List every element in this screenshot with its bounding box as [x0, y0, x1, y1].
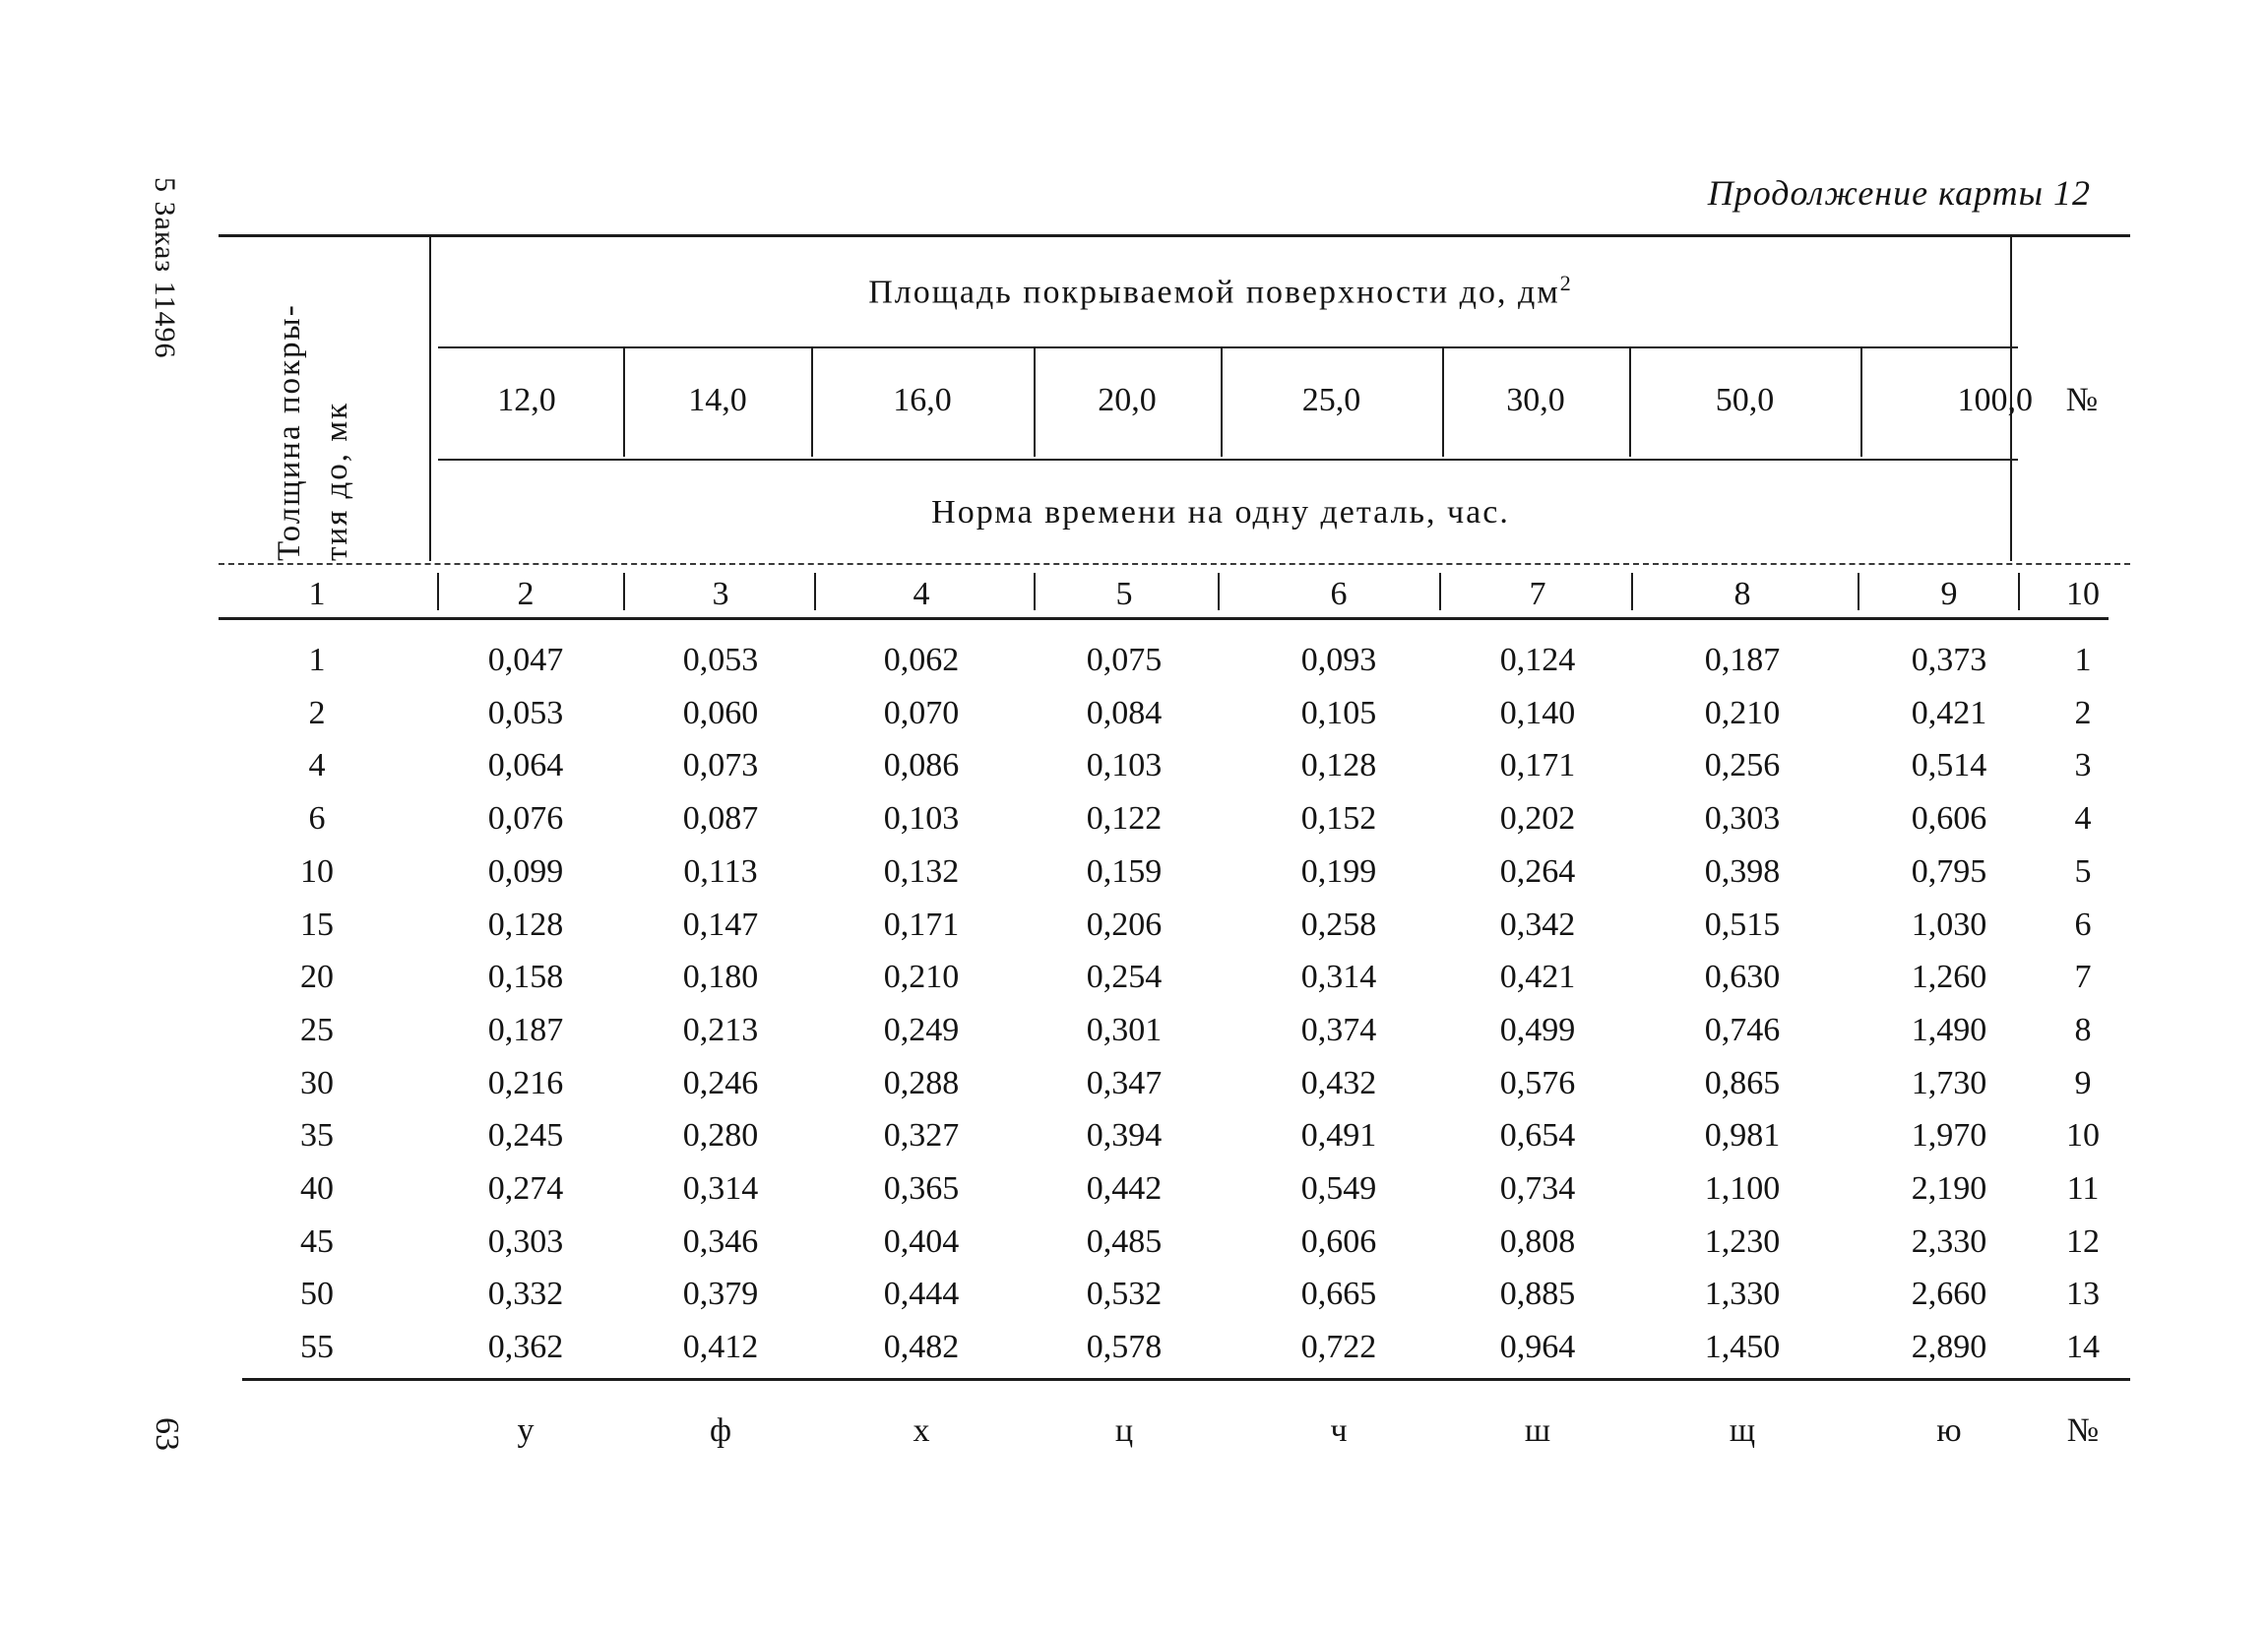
area-divider-1	[623, 346, 625, 457]
time-norm-cell: 0,062	[883, 642, 960, 678]
thickness-header	[266, 303, 360, 561]
time-norm-cell: 0,332	[487, 1276, 564, 1313]
header-bottom-rule	[219, 563, 2130, 565]
time-norm-cell: 0,808	[1499, 1222, 1576, 1260]
time-norm-cell: 0,171	[883, 906, 960, 943]
row-number-cell: 11	[2066, 1170, 2100, 1207]
colnum-divider-7	[1631, 573, 1633, 610]
row-number-cell: 9	[2074, 1064, 2092, 1101]
time-norm-cell: 0,086	[883, 747, 960, 784]
thickness-cell: 6	[308, 800, 326, 838]
time-norm-cell: 0,379	[682, 1276, 759, 1313]
area-underline	[438, 346, 2018, 348]
time-norm-cell: 0,076	[487, 800, 564, 838]
time-norm-cell: 0,075	[1086, 642, 1163, 678]
row-number-cell: 10	[2066, 1117, 2100, 1155]
time-norm-cell: 0,264	[1499, 852, 1576, 890]
time-norm-cell: 0,084	[1086, 694, 1163, 731]
area-divider-4	[1221, 346, 1223, 457]
time-norm-cell: 0,346	[682, 1222, 759, 1260]
time-norm-cell: 0,053	[682, 642, 759, 678]
thickness-cell: 10	[300, 852, 334, 890]
area-divider-6	[1629, 346, 1631, 457]
thickness-header-line1: Толщина покры-	[272, 303, 307, 561]
time-norm-cell: 0,249	[883, 1011, 960, 1048]
area-value: 14,0	[688, 382, 747, 418]
time-norm-cell: 0,103	[1086, 747, 1163, 784]
column-number: 7	[1529, 576, 1546, 612]
time-norm-cell: 0,606	[1300, 1222, 1377, 1260]
time-norm-cell: 0,216	[487, 1064, 564, 1101]
time-norm-cell: 1,230	[1704, 1222, 1781, 1260]
time-norm-cell: 0,374	[1300, 1011, 1377, 1048]
time-norm-cell: 0,347	[1086, 1064, 1163, 1101]
column-number: 1	[308, 576, 326, 612]
time-norm-cell: 0,087	[682, 800, 759, 838]
time-norm-cell: 0,499	[1499, 1011, 1576, 1048]
time-norm-cell: 0,187	[1704, 642, 1781, 678]
colnum-divider-6	[1439, 573, 1441, 610]
order-note: 5 Заказ 11496	[149, 177, 181, 359]
area-value: 20,0	[1098, 382, 1157, 418]
time-norm-cell: 0,722	[1300, 1329, 1377, 1366]
thickness-cell: 25	[300, 1011, 334, 1048]
row-number-cell: 14	[2066, 1329, 2100, 1366]
time-norm-cell: 0,964	[1499, 1329, 1576, 1366]
area-value: 16,0	[893, 382, 952, 418]
row-number-cell: 3	[2074, 747, 2092, 784]
time-norm-cell: 0,070	[883, 694, 960, 731]
colnum-divider-1	[437, 573, 439, 610]
time-norm-cell: 0,206	[1086, 906, 1163, 943]
time-norm-cell: 0,073	[682, 747, 759, 784]
footer-code: ш	[1524, 1412, 1551, 1449]
norm-header: Норма времени на одну деталь, час.	[931, 494, 1510, 531]
time-norm-cell: 0,288	[883, 1064, 960, 1101]
thickness-cell: 40	[300, 1170, 334, 1207]
time-norm-cell: 0,147	[682, 906, 759, 943]
time-norm-cell: 0,053	[487, 694, 564, 731]
thickness-cell: 1	[308, 642, 326, 678]
footer-code: ч	[1330, 1412, 1348, 1449]
time-norm-cell: 2,190	[1911, 1170, 1987, 1207]
row-number-cell: 12	[2066, 1222, 2100, 1260]
footer-code: ц	[1114, 1412, 1134, 1449]
time-norm-cell: 0,158	[487, 959, 564, 996]
area-header-unit-power: 2	[1559, 271, 1573, 295]
time-norm-cell: 0,140	[1499, 694, 1576, 731]
row-number-cell: 5	[2074, 852, 2092, 890]
time-norm-cell: 0,865	[1704, 1064, 1781, 1101]
area-values-underline	[438, 459, 2018, 461]
colnum-divider-8	[1858, 573, 1859, 610]
area-divider-7	[1860, 346, 1862, 457]
area-header	[433, 271, 2008, 311]
time-norm-cell: 0,103	[883, 800, 960, 838]
time-norm-cell: 0,245	[487, 1117, 564, 1155]
time-norm-cell: 0,152	[1300, 800, 1377, 838]
thickness-cell: 20	[300, 959, 334, 996]
row-number-cell: 2	[2074, 694, 2092, 731]
footer-code: щ	[1729, 1412, 1756, 1449]
time-norm-cell: 0,606	[1911, 800, 1987, 838]
time-norm-cell: 0,099	[487, 852, 564, 890]
time-norm-cell: 0,303	[487, 1222, 564, 1260]
time-norm-cell: 0,362	[487, 1329, 564, 1366]
column-number: 4	[913, 576, 930, 612]
colnum-divider-5	[1218, 573, 1220, 610]
time-norm-cell: 0,432	[1300, 1064, 1377, 1101]
time-norm-cell: 1,100	[1704, 1170, 1781, 1207]
table-bottom-rule	[242, 1378, 2130, 1381]
time-norm-cell: 0,482	[883, 1329, 960, 1366]
time-norm-cell: 0,246	[682, 1064, 759, 1101]
column-number: 8	[1733, 576, 1751, 612]
column-number: 6	[1330, 576, 1348, 612]
time-norm-cell: 2,330	[1911, 1222, 1987, 1260]
page-number: 63	[149, 1417, 185, 1451]
thickness-cell: 45	[300, 1222, 334, 1260]
column-number: 3	[712, 576, 729, 612]
time-norm-cell: 1,730	[1911, 1064, 1987, 1101]
area-value: 100,0	[1957, 382, 2033, 418]
time-norm-cell: 0,256	[1704, 747, 1781, 784]
time-norm-cell: 0,654	[1499, 1117, 1576, 1155]
thickness-cell: 15	[300, 906, 334, 943]
time-norm-cell: 0,746	[1704, 1011, 1781, 1048]
time-norm-cell: 0,132	[883, 852, 960, 890]
time-norm-cell: 0,113	[683, 852, 758, 890]
time-norm-cell: 0,412	[682, 1329, 759, 1366]
time-norm-cell: 0,578	[1086, 1329, 1163, 1366]
row-number-cell: 4	[2074, 800, 2092, 838]
thickness-cell: 30	[300, 1064, 334, 1101]
time-norm-cell: 0,795	[1911, 852, 1987, 890]
area-header-text: Площадь покрываемой поверхности до, дм	[868, 274, 1560, 311]
time-norm-cell: 0,303	[1704, 800, 1781, 838]
time-norm-cell: 0,365	[883, 1170, 960, 1207]
column-number: 2	[517, 576, 535, 612]
row-number-cell: 8	[2074, 1011, 2092, 1048]
time-norm-cell: 0,314	[1300, 959, 1377, 996]
time-norm-cell: 0,128	[1300, 747, 1377, 784]
area-value: 50,0	[1715, 382, 1775, 418]
row-number-cell: 6	[2074, 906, 2092, 943]
time-norm-cell: 0,549	[1300, 1170, 1377, 1207]
time-norm-cell: 0,515	[1704, 906, 1781, 943]
area-value: 25,0	[1301, 382, 1361, 418]
time-norm-cell: 0,342	[1499, 906, 1576, 943]
area-value: 12,0	[497, 382, 556, 418]
time-norm-cell: 0,514	[1911, 747, 1987, 784]
thickness-cell: 35	[300, 1117, 334, 1155]
column-number: 5	[1115, 576, 1133, 612]
time-norm-cell: 0,280	[682, 1117, 759, 1155]
time-norm-cell: 0,064	[487, 747, 564, 784]
time-norm-cell: 0,093	[1300, 642, 1377, 678]
time-norm-cell: 0,202	[1499, 800, 1576, 838]
time-norm-cell: 0,981	[1704, 1117, 1781, 1155]
colnum-divider-4	[1034, 573, 1036, 610]
time-norm-cell: 0,314	[682, 1170, 759, 1207]
time-norm-cell: 0,576	[1499, 1064, 1576, 1101]
time-norm-cell: 0,442	[1086, 1170, 1163, 1207]
thickness-cell: 50	[300, 1276, 334, 1313]
row-number-cell: 1	[2074, 642, 2092, 678]
time-norm-cell: 0,485	[1086, 1222, 1163, 1260]
area-divider-5	[1442, 346, 1444, 457]
time-norm-cell: 0,274	[487, 1170, 564, 1207]
time-norm-cell: 0,444	[883, 1276, 960, 1313]
time-norm-cell: 0,327	[883, 1117, 960, 1155]
time-norm-cell: 1,030	[1911, 906, 1987, 943]
time-norm-cell: 0,394	[1086, 1117, 1163, 1155]
time-norm-cell: 0,258	[1300, 906, 1377, 943]
time-norm-cell: 1,260	[1911, 959, 1987, 996]
footer-code: №	[2066, 1412, 2100, 1449]
time-norm-cell: 0,734	[1499, 1170, 1576, 1207]
thickness-cell: 2	[308, 694, 326, 731]
time-norm-cell: 1,450	[1704, 1329, 1781, 1366]
time-norm-cell: 0,404	[883, 1222, 960, 1260]
column-numbers-rule	[219, 617, 2109, 620]
time-norm-cell: 0,421	[1499, 959, 1576, 996]
time-norm-cell: 0,060	[682, 694, 759, 731]
time-norm-cell: 2,890	[1911, 1329, 1987, 1366]
time-norm-cell: 1,330	[1704, 1276, 1781, 1313]
footer-code: х	[913, 1412, 930, 1449]
time-norm-cell: 0,171	[1499, 747, 1576, 784]
time-norm-cell: 0,128	[487, 906, 564, 943]
time-norm-cell: 0,213	[682, 1011, 759, 1048]
time-norm-cell: 0,210	[883, 959, 960, 996]
card-title: Продолжение карты 12	[1707, 173, 2091, 213]
colnum-divider-3	[814, 573, 816, 610]
no-header: №	[2065, 382, 2099, 418]
time-norm-cell: 0,491	[1300, 1117, 1377, 1155]
time-norm-cell: 2,660	[1911, 1276, 1987, 1313]
area-divider-2	[811, 346, 813, 457]
column-number: 9	[1940, 576, 1958, 612]
area-value: 30,0	[1506, 382, 1565, 418]
time-norm-cell: 0,105	[1300, 694, 1377, 731]
row-number-cell: 7	[2074, 959, 2092, 996]
footer-code: ю	[1936, 1412, 1962, 1449]
thickness-cell: 55	[300, 1329, 334, 1366]
time-norm-cell: 0,124	[1499, 642, 1576, 678]
time-norm-cell: 0,199	[1300, 852, 1377, 890]
time-norm-cell: 0,210	[1704, 694, 1781, 731]
row-number-cell: 13	[2066, 1276, 2100, 1313]
thickness-divider	[429, 236, 431, 561]
time-norm-cell: 0,047	[487, 642, 564, 678]
footer-code: ф	[709, 1412, 732, 1449]
time-norm-cell: 0,301	[1086, 1011, 1163, 1048]
time-norm-cell: 0,187	[487, 1011, 564, 1048]
area-divider-3	[1034, 346, 1036, 457]
column-number: 10	[2066, 576, 2100, 612]
time-norm-cell: 0,885	[1499, 1276, 1576, 1313]
thickness-header-line2: тия до, мк	[319, 401, 354, 561]
time-norm-cell: 0,630	[1704, 959, 1781, 996]
time-norm-cell: 0,254	[1086, 959, 1163, 996]
time-norm-cell: 0,532	[1086, 1276, 1163, 1313]
time-norm-cell: 0,373	[1911, 642, 1987, 678]
table-top-rule	[219, 234, 2130, 237]
time-norm-cell: 0,180	[682, 959, 759, 996]
colnum-divider-2	[623, 573, 625, 610]
time-norm-cell: 1,970	[1911, 1117, 1987, 1155]
time-norm-cell: 0,122	[1086, 800, 1163, 838]
time-norm-cell: 0,421	[1911, 694, 1987, 731]
footer-code: у	[517, 1412, 535, 1449]
time-norm-cell: 1,490	[1911, 1011, 1987, 1048]
time-norm-cell: 0,665	[1300, 1276, 1377, 1313]
time-norm-cell: 0,159	[1086, 852, 1163, 890]
time-norm-cell: 0,398	[1704, 852, 1781, 890]
thickness-cell: 4	[308, 747, 326, 784]
